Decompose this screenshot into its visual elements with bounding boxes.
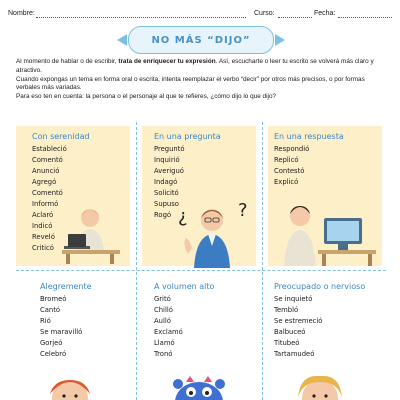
list-item: Tartamudeó [274,350,315,358]
list-item: Preguntó [154,145,185,153]
list-item: Chilló [154,306,173,314]
child-face-icon [42,374,98,400]
section-heading: En una respuesta [274,132,344,141]
name-label: Nombre: [8,10,35,17]
list-item: Llamó [154,339,175,347]
list-item: Respondió [274,145,310,153]
list-item: Comentó [32,156,63,164]
person-at-computer-icon [278,192,378,266]
list-item: Reveló [32,233,55,241]
list-item: Informó [32,200,59,208]
intro-paragraph-2: Cuando expongas un tema en forma oral o escrita, intenta reemplazar el verbo “decir” por otros más precisos, o por formas verbales más variadas. [16,75,365,92]
verb-grid [16,122,386,400]
banner-right-tip [275,34,285,46]
list-item: Celebró [40,350,67,358]
list-item: Indicó [32,222,53,230]
date-label: Fecha: [314,10,336,17]
intro-paragraph-3: Para eso ten en cuenta: la persona o el personaje al que te refieres, ¿cómo dijo lo que dijo? [16,93,277,101]
list-item: Comentó [32,189,63,197]
name-field-line[interactable] [36,17,246,18]
row-divider [16,270,386,271]
list-item: Se estremeció [274,317,323,325]
list-item: Inquirió [154,156,180,164]
list-item: Contestó [274,167,305,175]
list-item: Indagó [154,178,178,186]
section-heading: En una pregunta [154,132,221,141]
list-item: Agregó [32,178,57,186]
title-banner [128,26,274,54]
list-item: Criticó [32,244,54,252]
list-item: Cantó [40,306,61,314]
list-item: Exclamó [154,328,183,336]
intro-text [16,58,386,102]
worksheet-header [8,8,392,22]
course-field-line[interactable] [278,17,312,18]
list-item: Solicitó [154,189,179,197]
list-item: Estableció [32,145,67,153]
list-item: Rió [40,317,51,325]
list-item: Rogó [154,211,172,219]
list-item: Averiguó [154,167,184,175]
blue-monster-icon [164,372,234,400]
list-item: Aulló [154,317,171,325]
section-loud [154,282,214,360]
column-divider [262,122,263,400]
person-with-laptop-icon [60,202,122,264]
course-label: Curso: [254,10,275,17]
section-heading: A volumen alto [154,282,215,291]
section-heading: Con serenidad [32,132,90,141]
list-item: Se maravilló [40,328,83,336]
svg-text:?: ? [238,200,248,221]
list-item: Replicó [274,156,299,164]
section-heading: Alegremente [40,282,92,291]
girl-face-icon [292,372,348,400]
list-item: Anunció [32,167,60,175]
page-title: NO MÁS “DIJO” [151,34,251,46]
list-item: Se inquietó [274,295,313,303]
section-happily [40,282,92,360]
section-heading: Preocupado o nervioso [274,282,366,291]
svg-text:¿: ¿ [178,206,188,227]
list-item: Aclaró [32,211,54,219]
list-item: Explicó [274,178,299,186]
column-divider [136,122,137,400]
list-item: Supuso [154,200,179,208]
banner-left-tip [117,34,127,46]
list-item: Tembló [274,306,299,314]
intro-paragraph-1: Al momento de hablar o de escribir, trata de enriquecer tu expresión. Así, escucharte o leer tu escrito se volverá más claro y atractivo. [16,58,374,74]
section-nervous [274,282,365,360]
list-item: Balbuceó [274,328,306,336]
list-item: Bromeó [40,295,67,303]
thinking-person-icon [168,194,254,268]
section-answer [274,132,344,188]
list-item: Gorjeó [40,339,63,347]
list-item: Titubeó [274,339,300,347]
list-item: Gritó [154,295,171,303]
date-field-line[interactable] [338,17,392,18]
list-item: Tronó [154,350,173,358]
